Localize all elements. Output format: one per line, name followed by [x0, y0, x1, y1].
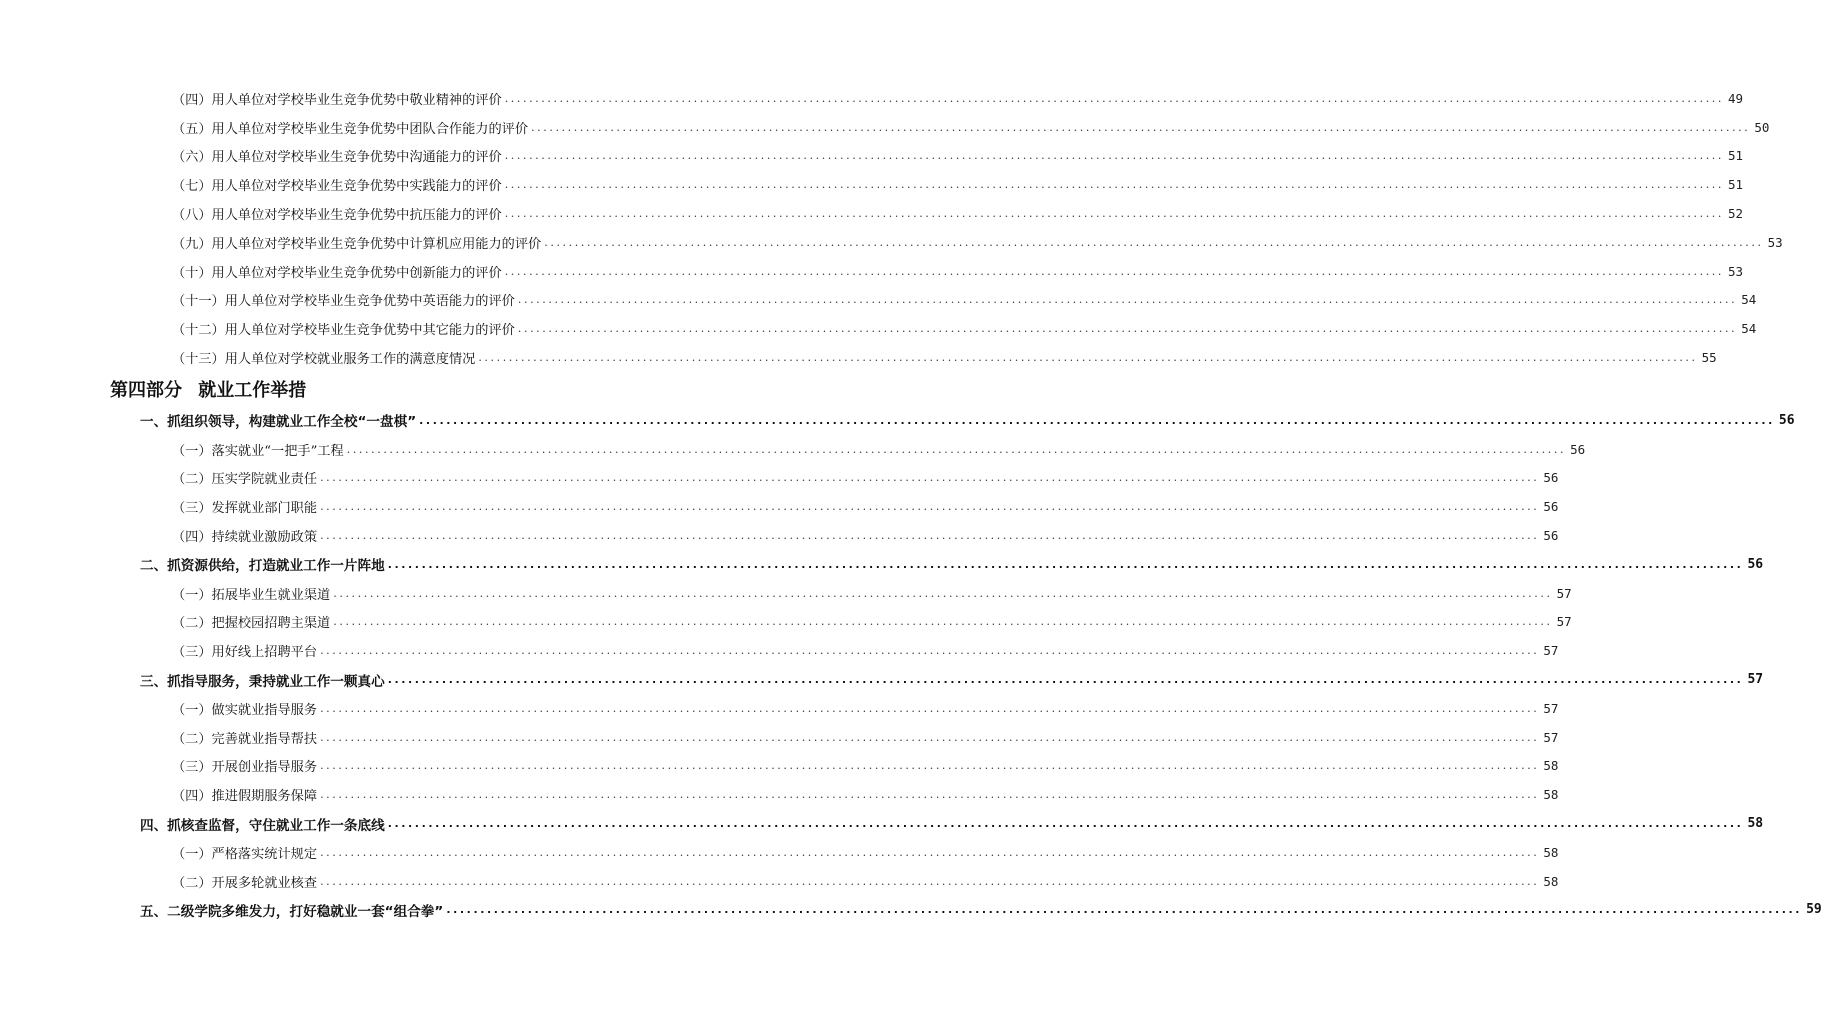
subsection-entry[interactable]	[0, 314, 1757, 343]
entry-title: （一）拓展毕业生就业渠道	[172, 587, 331, 603]
subsection-entry[interactable]	[0, 343, 1717, 372]
page-number: 53	[1767, 234, 1783, 250]
leader-dots: ........................................................................................................................................................................................................	[504, 91, 1725, 105]
page-number: 58	[1747, 816, 1764, 832]
page-number: 56	[1543, 499, 1559, 515]
page-number: 57	[1747, 672, 1764, 688]
leader-dots: ........................................................................................................................................................................................................	[446, 903, 1803, 917]
subsection-entry[interactable]	[0, 492, 1559, 521]
section-entry[interactable]	[0, 809, 1764, 838]
table-of-contents	[0, 84, 1822, 924]
subsection-entry[interactable]	[0, 521, 1559, 550]
page-number: 58	[1543, 844, 1559, 860]
leader-dots: ........................................................................................................................................................................................................	[504, 207, 1725, 221]
leader-dots: ........................................................................................................................................................................................................	[504, 178, 1725, 192]
page-number: 55	[1701, 350, 1717, 366]
entry-title: 二、抓资源供给，打造就业工作一片阵地	[140, 558, 385, 575]
subsection-entry[interactable]	[0, 464, 1559, 493]
entry-title: （二）压实学院就业责任	[172, 472, 318, 488]
entry-title: （二）把握校园招聘主渠道	[172, 616, 331, 632]
page-number: 58	[1543, 758, 1559, 774]
entry-title: （五）用人单位对学校毕业生竞争优势中团队合作能力的评价	[172, 121, 529, 137]
subsection-entry[interactable]	[0, 579, 1572, 608]
page-number: 56	[1570, 441, 1586, 457]
subsection-entry[interactable]	[0, 435, 1586, 464]
page-number: 57	[1543, 729, 1559, 745]
page-number: 57	[1543, 643, 1559, 659]
subsection-entry[interactable]	[0, 228, 1783, 257]
page-number: 59	[1806, 902, 1822, 918]
page-number: 58	[1543, 787, 1559, 803]
section-entry[interactable]	[0, 665, 1764, 694]
leader-dots: ........................................................................................................................................................................................................	[320, 730, 1540, 744]
page-number: 51	[1728, 148, 1744, 164]
entry-title: 第四部分 就业工作举措	[110, 379, 307, 401]
page-number: 49	[1728, 90, 1744, 106]
entry-title: （二）完善就业指导帮扶	[172, 731, 318, 747]
entry-title: （一）做实就业指导服务	[172, 702, 318, 718]
subsection-entry[interactable]	[0, 752, 1559, 781]
leader-dots: ........................................................................................................................................................................................................	[333, 615, 1553, 629]
subsection-entry[interactable]	[0, 694, 1559, 723]
leader-dots: ........................................................................................................................................................................................................	[387, 557, 1744, 571]
entry-title: 三、抓指导服务，秉持就业工作一颗真心	[140, 673, 385, 690]
leader-dots: ........................................................................................................................................................................................................	[346, 442, 1567, 456]
subsection-entry[interactable]	[0, 723, 1559, 752]
leader-dots: ........................................................................................................................................................................................................	[517, 293, 1738, 307]
entry-title: （八）用人单位对学校毕业生竞争优势中抗压能力的评价	[172, 208, 502, 224]
leader-dots: ........................................................................................................................................................................................................	[320, 759, 1540, 773]
entry-title: （十）用人单位对学校毕业生竞争优势中创新能力的评价	[172, 265, 502, 281]
entry-title: （三）开展创业指导服务	[172, 760, 318, 776]
leader-dots: ........................................................................................................................................................................................................	[478, 351, 1698, 365]
leader-dots: ........................................................................................................................................................................................................	[320, 845, 1540, 859]
leader-dots: ........................................................................................................................................................................................................	[544, 235, 1764, 249]
entry-title: （十三）用人单位对学校就业服务工作的满意度情况	[172, 352, 476, 368]
subsection-entry[interactable]	[0, 636, 1559, 665]
entry-title: （三）用好线上招聘平台	[172, 645, 318, 661]
entry-title: （四）持续就业激励政策	[172, 530, 318, 546]
leader-dots: ........................................................................................................................................................................................................	[504, 149, 1725, 163]
page-number: 56	[1778, 412, 1795, 428]
entry-title: 五、二级学院多维发力，打好稳就业一套“组合拳”	[140, 903, 444, 920]
leader-dots: ........................................................................................................................................................................................................	[333, 586, 1553, 600]
subsection-entry[interactable]	[0, 113, 1770, 142]
page-number: 56	[1543, 528, 1559, 544]
section-entry[interactable]	[0, 896, 1822, 925]
subsection-entry[interactable]	[0, 84, 1744, 113]
subsection-entry[interactable]	[0, 608, 1572, 637]
page-number: 54	[1741, 321, 1757, 337]
leader-dots: ........................................................................................................................................................................................................	[320, 529, 1540, 543]
leader-dots: ........................................................................................................................................................................................................	[320, 471, 1540, 485]
entry-title: （三）发挥就业部门职能	[172, 501, 318, 517]
subsection-entry[interactable]	[0, 867, 1559, 896]
leader-dots: ........................................................................................................................................................................................................	[320, 500, 1540, 514]
subsection-entry[interactable]	[0, 286, 1757, 315]
page-number: 56	[1747, 556, 1764, 572]
entry-title: 一、抓组织领导，构建就业工作全校“一盘棋”	[140, 414, 417, 431]
subsection-entry[interactable]	[0, 780, 1559, 809]
entry-title: （十二）用人单位对学校毕业生竞争优势中其它能力的评价	[172, 323, 515, 339]
page-number: 58	[1543, 873, 1559, 889]
leader-dots: ........................................................................................................................................................................................................	[517, 322, 1738, 336]
subsection-entry[interactable]	[0, 838, 1559, 867]
entry-title: （一）落实就业“一把手”工程	[172, 443, 344, 459]
leader-dots: ........................................................................................................................................................................................................	[320, 644, 1540, 658]
leader-dots: ........................................................................................................................................................................................................	[387, 817, 1744, 831]
section-entry[interactable]	[0, 406, 1795, 435]
section-entry[interactable]	[0, 550, 1764, 579]
entry-title: （六）用人单位对学校毕业生竞争优势中沟通能力的评价	[172, 150, 502, 166]
entry-title: （一）严格落实统计规定	[172, 846, 318, 862]
page-number: 57	[1543, 700, 1559, 716]
entry-title: 四、抓核查监督，守住就业工作一条底线	[140, 817, 385, 834]
entry-title: （四）用人单位对学校毕业生竞争优势中敬业精神的评价	[172, 92, 502, 108]
leader-dots: ........................................................................................................................................................................................................	[387, 673, 1744, 687]
subsection-entry[interactable]	[0, 142, 1744, 171]
leader-dots: ........................................................................................................................................................................................................	[320, 874, 1540, 888]
leader-dots: ........................................................................................................................................................................................................	[320, 788, 1540, 802]
part-heading	[0, 372, 724, 406]
page-number: 51	[1728, 177, 1744, 193]
leader-dots: ........................................................................................................................................................................................................	[320, 701, 1540, 715]
leader-dots: ........................................................................................................................................................................................................	[504, 264, 1725, 278]
page-number: 54	[1741, 292, 1757, 308]
subsection-entry[interactable]	[0, 199, 1744, 228]
entry-title: （七）用人单位对学校毕业生竞争优势中实践能力的评价	[172, 179, 502, 195]
leader-dots: ........................................................................................................................................................................................................	[419, 413, 1775, 427]
entry-title: （二）开展多轮就业核查	[172, 875, 318, 891]
entry-title: （四）推进假期服务保障	[172, 789, 318, 805]
page-number: 57	[1556, 585, 1572, 601]
subsection-entry[interactable]	[0, 257, 1744, 286]
subsection-entry[interactable]	[0, 170, 1744, 199]
entry-title: （十一）用人单位对学校毕业生竞争优势中英语能力的评价	[172, 294, 515, 310]
page-number: 52	[1728, 206, 1744, 222]
page-number: 56	[1543, 470, 1559, 486]
page-number: 50	[1754, 119, 1770, 135]
leader-dots: ........................................................................................................................................................................................................	[531, 120, 1751, 134]
page-number: 57	[1556, 614, 1572, 630]
entry-title: （九）用人单位对学校毕业生竞争优势中计算机应用能力的评价	[172, 236, 542, 252]
page-number: 53	[1728, 263, 1744, 279]
